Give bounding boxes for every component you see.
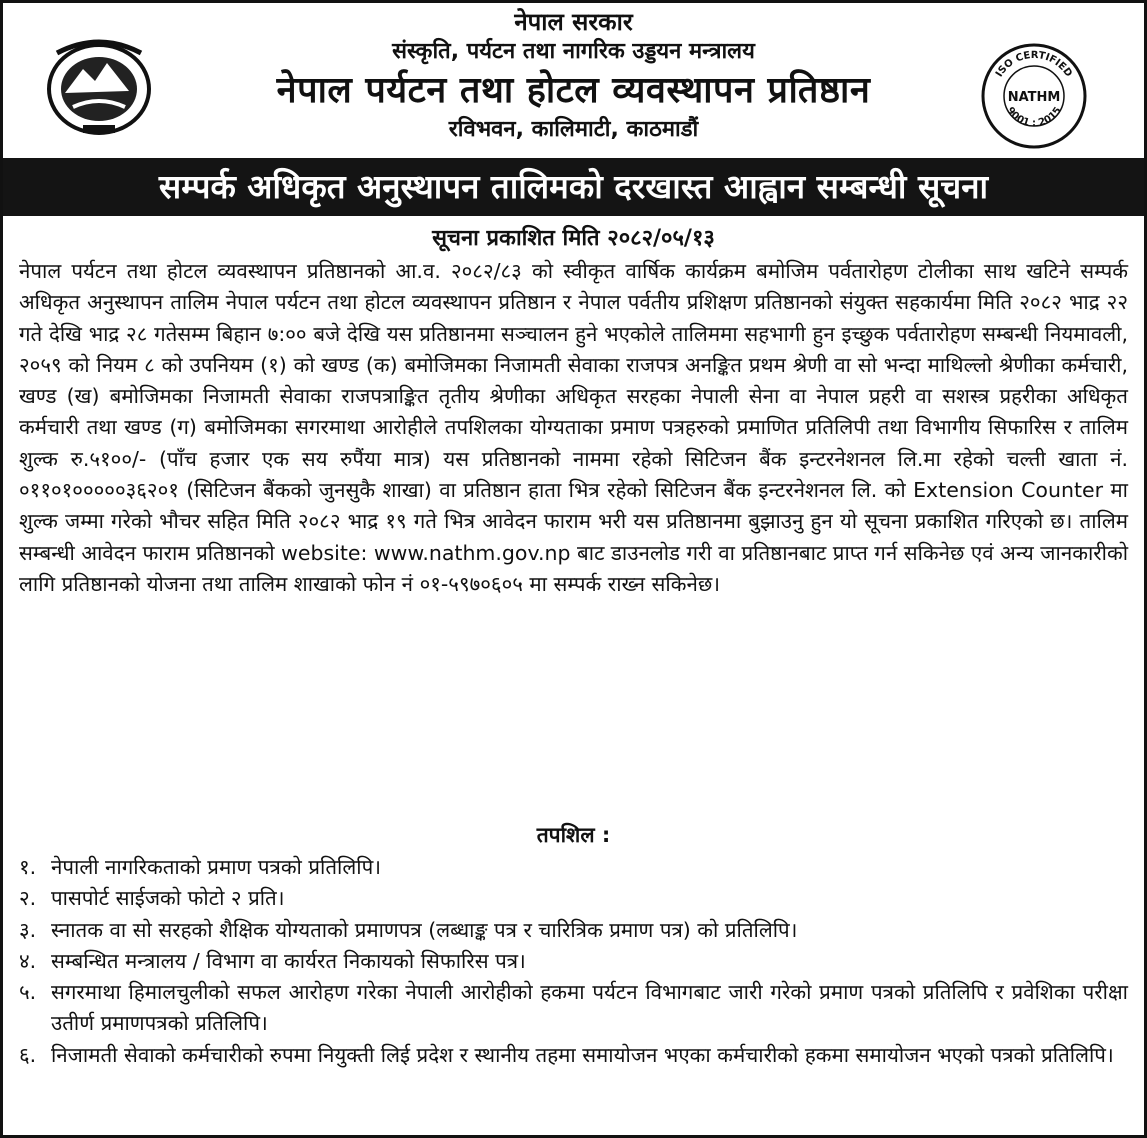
list-item-text: सम्बन्धित मन्त्रालय / विभाग वा कार्यरत निकायको सिफारिस पत्र। (51, 948, 526, 973)
government-title: नेपाल सरकार (514, 8, 633, 36)
list-item (19, 1040, 1128, 1071)
ministry-title: संस्कृति, पर्यटन तथा नागरिक उड्डयन मन्त्रालय (392, 39, 755, 64)
iso-certified-badge (979, 41, 1089, 151)
list-item-text: नेपाली नागरिकताको प्रमाण पत्रको प्रतिलिपि। (51, 855, 381, 879)
schedule-title: तपशिल : (536, 823, 611, 847)
iso-bottom-text: 9001 : 2015 (1004, 105, 1064, 130)
list-item-number: ४. (19, 948, 37, 973)
list-item-number: १. (19, 855, 37, 879)
iso-top-text: ISO CERTIFIED (993, 49, 1074, 80)
list-item-text: निजामती सेवाको कर्मचारीको रुपमा नियुक्ती लिई प्रदेश र स्थानीय तहमा समायोजन भएका कर्मचारीको हकमा समायोजन भएको पत्रको प्रतिलिपि। (51, 1042, 1114, 1067)
list-item-text: सगरमाथा हिमालचुलीको सफल आरोहण गरेका नेपाली आरोहीको हकमा पर्यटन विभागबाट जारी गरेको प्रमाण पत्रको प्रतिलिपि र प्रवेशिका परीक्षा उतीर्ण प्रमाणपत्रको प्रतिलिपि। (51, 980, 1128, 1036)
list-item-number: ५. (19, 980, 37, 1005)
publication-date: सूचना प्रकाशित मिति २०८२/०५/१३ (432, 226, 715, 251)
list-item-number: ३. (19, 917, 37, 942)
list-item (19, 977, 1128, 1040)
list-item-number: २. (19, 886, 37, 911)
header (3, 3, 1144, 158)
institute-address: रविभवन, कालिमाटी, काठमाडौं (448, 117, 699, 142)
list-item-number: ६. (19, 1042, 37, 1067)
nepal-emblem-icon (43, 33, 155, 137)
list-item-text: पासपोर्ट साईजको फोटो २ प्रति। (51, 886, 285, 911)
list-item (19, 946, 1128, 977)
list-item (19, 915, 1128, 946)
notice-title-banner: सम्पर्क अधिकृत अनुस्थापन तालिमको दरखास्त आह्वान सम्बन्धी सूचना (3, 158, 1144, 216)
requirements-list (3, 852, 1144, 1071)
list-item (19, 852, 1128, 883)
notice-body: नेपाल पर्यटन तथा होटल व्यवस्थापन प्रतिष्ठानको आ.व. २०८२/८३ को स्वीकृत वार्षिक कार्यक्रम बमोजिम पर्वतारोहण टोलीका साथ खटिने सम्पर्क अधिकृत अनुस्थापन तालिम नेपाल पर्यटन तथा होटल व्यवस्थापन प्रतिष्ठान र नेपाल पर्वतीय प्रशिक्षण प्रतिष्ठानको संयुक्त सहकार्यमा मिति २०८२ भाद्र २२ गते देखि भाद्र २८ गतेसम्म बिहान ७:०० बजे देखि यस प्रतिष्ठानमा सञ्चालन हुने भएकोले तालिममा सहभागी हुन इच्छुक पर्वतारोहण सम्बन्धी नियमावली, २०५९ को नियम ८ को उपनियम (१) को खण्ड (क) बमोजिमका निजामती सेवाका राजपत्र अनङ्कित प्रथम श्रेणी वा सो भन्दा माथिल्लो श्रेणीका कर्मचारी, खण्ड (ख) बमोजिमका निजामती सेवाका राजपत्राङ्कित तृतीय श्रेणीका अधिकृत सरहका नेपाली सेना वा नेपाल प्रहरी वा सशस्त्र प्रहरीका अधिकृत कर्मचारी तथा खण्ड (ग) बमोजिमका सगरमाथा आरोहीले तपशिलका योग्यताका प्रमाण पत्रहरुको प्रमाणित प्रतिलिपी तथा विभागीय सिफारिस र तालिम शुल्क रु.५१००/- (पाँच हजार एक सय रुपैंया मात्र) यस प्रतिष्ठानको नाममा रहेको सिटिजन बैंक इन्टरनेशनल लि.मा रहेको चल्ती खाता नं. ०११०१०००००३६२०१ (सिटिजन बैंकको जुनसुकै शाखा) वा प्रतिष्ठान हाता भित्र रहेको सिटिजन बैंक इन्टरनेशनल लि. को Extension Counter मा शुल्क जम्मा गरेको भौचर सहित मिति २०८२ भाद्र १९ गते भित्र आवेदन फाराम भरी यस प्रतिष्ठानमा बुझाउनु हुन यो सूचना प्रकाशित गरिएको छ। तालिम सम्बन्धी आवेदन फाराम प्रतिष्ठानको website: www.nathm.gov.np बाट डाउनलोड गरी वा प्रतिष्ठानबाट प्राप्त गर्न सकिनेछ एवं अन्य जानकारीको लागि प्रतिष्ठानको योजना तथा तालिम शाखाको फोन नं ०१-५९७०६०५ मा सम्पर्क राख्न सकिनेछ। (19, 259, 1128, 596)
list-item (19, 883, 1128, 914)
institute-title: नेपाल पर्यटन तथा होटल व्यवस्थापन प्रतिष्ठान (276, 70, 871, 111)
list-item-text: स्नातक वा सो सरहको शैक्षिक योग्यताको प्रमाणपत्र (लब्धाङ्क पत्र र चारित्रिक प्रमाण पत्र) को प्रतिलिपि। (51, 917, 798, 942)
nathm-logo-text: NATHM (1007, 90, 1061, 105)
